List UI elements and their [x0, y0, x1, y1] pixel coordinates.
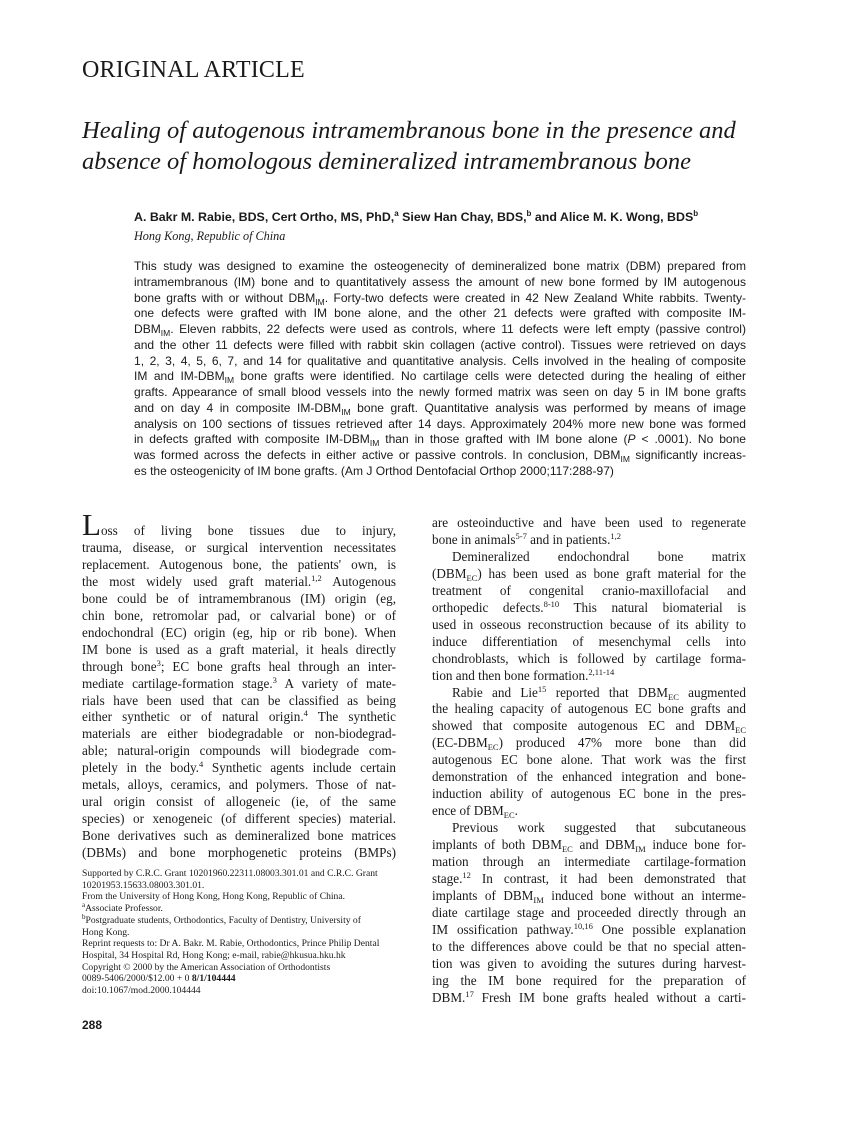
- body-line: Rabie and Lie$^{15}$ reported that $DBM_{EC}$ augmented: [452, 683, 747, 702]
- body-line: ural origin consist of allogeneic (ie, of the same: [82, 794, 396, 810]
- footnote-line: $^a$Associate Professor.: [82, 901, 163, 915]
- footnote-line: doi:10.1067/mod.2000.104444: [82, 985, 201, 997]
- abstract-line: 1, 2, 3, 4, 5, 6, 7, and 14 for qualitative and quantitative analysis. Cells involved in the healing of composite: [134, 353, 746, 368]
- body-line: used in osseous reconstruction because of its ability to: [432, 616, 746, 632]
- abstract-line: was formed across the defects in either active or passive controls. In conclusion, $DBM_{IM}$ significantly increas-: [134, 448, 747, 464]
- body-line: rials have been used that can be classified as being: [82, 692, 396, 708]
- body-line: pletely in the body.$^4$ Synthetic agents include certain: [82, 759, 396, 776]
- title-line: Healing of autogenous intramembranous bone in the presence and: [82, 117, 736, 144]
- affiliation-marker: b: [526, 209, 532, 218]
- body-line: the healing capacity of autogenous EC bone grafts and: [432, 701, 746, 717]
- body-line: demonstration of the enhanced integration and bone-: [432, 769, 746, 785]
- body-line: bone could be of intramembranous (IM) origin (eg,: [82, 590, 396, 606]
- abstract-line: in defects grafted with composite $IM-DBM_{IM}$ than in those grafted with IM bone alone (P < .0001). No bone: [134, 432, 746, 449]
- article-title: [82, 115, 782, 177]
- section-label: ORIGINAL ARTICLE: [82, 57, 305, 83]
- author-name: Siew Han Chay, BDS,: [398, 210, 527, 224]
- body-line: ing the IM bone required for the preparation of: [432, 972, 746, 988]
- body-column-left: [82, 507, 397, 862]
- abstract-line: $DBM_{IM}$. Eleven rabbits, 22 defects were used as controls, where 11 defects were left empty (passive control): [134, 322, 746, 338]
- abstract: [134, 259, 746, 480]
- author-name: and Alice M. K. Wong, BDS: [531, 210, 694, 224]
- body-line: species) or xenogeneic (of different species) material.: [82, 811, 396, 827]
- footnote-line: Supported by C.R.C. Grant 10201960.22311.08003.301.01 and C.R.C. Grant: [82, 868, 378, 879]
- body-line: treatment of congenital cranio-maxillofacial and: [432, 582, 746, 598]
- body-line: showed that composite autogenous EC and $DBM_{EC}$: [432, 718, 746, 736]
- body-line: trauma, disease, or surgical intervention necessitates: [82, 539, 396, 555]
- body-line: chin bone, retromolar pad, or calvarial bone) or of: [82, 607, 396, 623]
- body-line: Previous work suggested that subcutaneous: [452, 820, 746, 836]
- body-line: $(DBM_{EC})$ has been used as bone graft material for the: [432, 565, 746, 583]
- abstract-line: bone grafts with or without $DBM_{IM}$. Forty-two defects were created in 42 New Zealand White rabbits. Twenty-: [134, 290, 746, 307]
- body-line: chondroblasts, which is followed by cartilage forma-: [432, 650, 746, 666]
- body-line: mation through an intermediate cartilage-formation: [432, 854, 746, 870]
- body-line: autogenous EC bone alone. That work was the first: [432, 752, 746, 768]
- footnote-line: Copyright © 2000 by the American Association of Orthodontists: [82, 961, 331, 973]
- footnote-line: Hospital, 34 Hospital Rd, Hong Kong; e-mail, rabie@hkusua.hku.hk: [82, 949, 346, 961]
- body-line: Demineralized endochondral bone matrix: [452, 548, 746, 564]
- body-line: ence of $DBM_{EC}$.: [432, 803, 518, 821]
- body-line: DBM.$^{17}$ Fresh IM bone grafts healed without a carti-: [432, 988, 746, 1005]
- body-line: (DBMs) and bone morphogenetic proteins (BMPs): [82, 845, 396, 861]
- body-line: mediate cartilage-formation stage.$^3$ A variety of mate-: [82, 674, 397, 691]
- body-line: either synthetic or of natural origin.$^4$ The synthetic: [82, 708, 396, 725]
- drop-cap: L: [82, 507, 101, 542]
- body-line: IM bone is used as a graft material, it heals directly: [82, 641, 396, 657]
- body-line: induce differentiation of mesenchymal cells into: [432, 633, 746, 649]
- footnote-line: 10201953.15633.08003.301.01.: [82, 879, 205, 891]
- body-line: tion was given to avoiding the sutures during harvest-: [432, 955, 746, 971]
- title-line: absence of homologous demineralized intramembranous bone: [82, 148, 692, 175]
- abstract-line: intramembranous (IM) bone and to quantitatively assess the amount of new bone formed by IM autogenous: [134, 274, 746, 289]
- body-line: endochondral (EC) origin (eg, hip or rib bone). When: [82, 624, 396, 640]
- footnote-line: Reprint requests to: Dr A. Bakr. M. Rabie, Orthodontics, Prince Philip Dental: [82, 938, 380, 950]
- abstract-line: one defects were grafted with IM bone alone, and the other 21 defects were grafted with composite IM-: [134, 306, 746, 321]
- author-name: A. Bakr M. Rabie, BDS, Cert Ortho, MS, PhD,: [134, 210, 395, 224]
- abstract-line: analysis on 100 sections of tissues retrieved after 14 days. Approximately 204% more new bone was formed: [134, 416, 746, 431]
- affiliation-marker: a: [394, 209, 399, 218]
- body-line: IM ossification pathway.$^{10,16}$ One possible explanation: [432, 920, 747, 937]
- footnotes: [82, 868, 400, 997]
- body-line: materials are either biodegradable or non-biodegrad-: [82, 726, 396, 742]
- footnote-line: Hong Kong.: [82, 926, 130, 938]
- body-line: metals, alloys, ceramics, and polymers. Those of nat-: [82, 777, 396, 793]
- abstract-line: This study was designed to examine the osteogenecity of demineralized bone matrix (DBM) prepared from: [134, 259, 746, 273]
- author-list: [134, 210, 698, 224]
- body-line: able; natural-origin compounds will biodegrade com-: [82, 743, 396, 759]
- body-line: implants of both $DBM_{EC}$ and $DBM_{IM}$ induce bone for-: [432, 837, 746, 855]
- abstract-line: grafts. Appearance of small blood vessels into the newly formed matrix was seen on day 5 in IM bone grafts: [134, 385, 746, 399]
- page-number: 288: [82, 1018, 103, 1032]
- abstract-line: and on day 4 in composite $IM-DBM_{IM}$ bone graft. Quantitative analysis was performed by means of image: [134, 400, 746, 417]
- body-line: Bone derivatives such as demineralized bone matrices: [82, 828, 396, 844]
- footnote-line: 0089-5406/2000/$12.00 + 0 8/1/104444: [82, 973, 236, 985]
- body-line: Loss of living bone tissues due to injury,: [82, 507, 396, 542]
- body-line: the most widely used graft material.$^{1,2}$ Autogenous: [82, 572, 396, 589]
- body-line: implants of $DBM_{IM}$ induced bone without an interme-: [432, 887, 747, 905]
- body-line: orthopedic defects.$^{8-10}$ This natural biomaterial is: [432, 598, 746, 615]
- body-column-right: [432, 515, 746, 1007]
- body-line: to the differences above could be that no special atten-: [432, 938, 746, 954]
- body-line: $(EC-DBM_{EC})$ produced 47% more bone than did: [432, 735, 746, 753]
- affiliation-marker: b: [693, 209, 699, 218]
- abstract-line: es the osteogenicity of IM bone grafts. (Am J Orthod Dentofacial Orthop 2000;117:288-97): [134, 463, 614, 478]
- author-location: Hong Kong, Republic of China: [134, 229, 286, 243]
- abstract-line: and the other 11 defects were filled with rabbit skin collagen (active control). Tissues were retrieved on days: [134, 337, 746, 352]
- body-line: bone in animals$^{5-7}$ and in patients.$^{1,2}$: [432, 530, 621, 547]
- abstract-line: IM and $IM-DBM_{IM}$ bone grafts were identified. No cartilage cells were detected during the healing of either: [134, 369, 746, 386]
- footnote-line: From the University of Hong Kong, Hong Kong, Republic of China.: [82, 891, 346, 903]
- footnote-line: $^b$Postgraduate students, Orthodontics, Faculty of Dentistry, University of: [82, 912, 361, 926]
- body-line: through bone$^3$; EC bone grafts heal through an inter-: [82, 657, 396, 674]
- body-line: stage.$^{12}$ In contrast, it had been demonstrated that: [432, 870, 746, 887]
- body-line: replacement. Autogenous bone, the patients' own, is: [82, 556, 396, 572]
- body-line: induction ability of autogenous EC bone in the pres-: [432, 786, 746, 802]
- body-line: diate cartilage stage and proceeded directly through an: [432, 904, 746, 920]
- body-line: are osteoinductive and have been used to regenerate: [432, 515, 746, 530]
- body-line: tion and then bone formation.$^{2,11-14}$: [432, 666, 615, 683]
